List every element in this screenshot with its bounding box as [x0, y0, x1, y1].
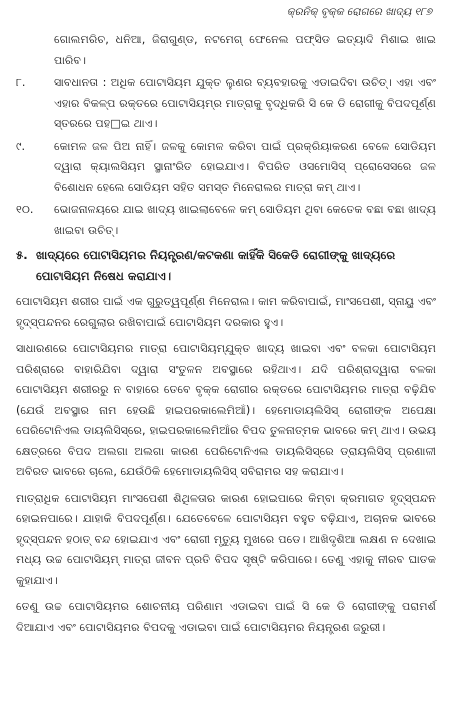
list-item [16, 137, 436, 199]
list-item [16, 73, 436, 135]
list-item-text: ଭୋଜନାଳୟରେ ଯାଇ ଖାଦ୍ୟ ଖାଇଲାବେଳେ କମ୍ ସୋଡିୟମ ଥିବା କେତେକ ବଛା ବଛା ଖାଦ୍ୟ ଖାଇବା ଉଚିତ୍। [54, 203, 436, 237]
page-body [16, 30, 436, 644]
paragraph: ପୋଟାସିୟମ ଶରୀର ପାଇଁ ଏକ ଗୁରୁତ୍ୱପୂର୍ଣ୍ଣ ମିନେରାଲ। କାମ କରିବାପାଇଁ, ମାଂସପେଶୀ, ସ୍ନାୟୁ ଏବଂ ହୃଦ୍‌ସ୍ପନ୍ଦନର ରେଗୁଲାର ରଖିବାପାଇଁ ପୋଟାସିୟମ ଦରକାର ହୁଏ। [16, 295, 436, 329]
section-heading [16, 245, 436, 286]
section-number: ୫. [16, 248, 28, 262]
section-title: ଖାଦ୍ୟରେ ପୋଟାସିୟମର ନିୟନ୍ତ୍ରଣ/କଟକଣା କାହିଁକି ସିକେଡି ରୋଗୀଙ୍କୁ ଖାଦ୍ୟରେ ପୋଟାସିୟମ ନିଷେଧ କରାଯାଏ। [36, 248, 396, 283]
section-body [16, 292, 436, 638]
paragraph: ସାଧାରଣରେ ପୋଟାସିୟମର ମାତ୍ରା ପୋଟାସିୟମ୍‌ଯୁକ୍ତ ଖାଦ୍ୟ ଖାଇବା ଏବଂ ବଳକା ପୋଟାସିୟମ ପରିଶ୍ରାରେ ବାହାରିଯିବା ଦ୍ୱାରା ସଂତୁଳନ ଅବସ୍ଥାରେ ରହିଥାଏ। ଯଦି ପରିଶ୍ରାଦ୍ୱାରା ବଳକା ପୋଟାସିୟମ ଶରୀରରୁ ନ ବାହାରେ ତେବେ ବୃକ୍କ ରୋଗୀର ରକ୍ତରେ ପୋଟାସିୟମର ମାତ୍ରା ବଢ଼ିଯିବ (ଯେଉଁ ଅବସ୍ଥାର ନାମ ହେଉଛି ହାଇପରକାଲେମିଆଁ)। ହେମୋଡାୟଲିସିସ୍ ରୋଗୀଙ୍କ ଅପେକ୍ଷା ପେରିଟୋନିଏଲ ଡାୟଲିସିସ୍‌ରେ, ହାଇପରକାଲେମିଆଁର ବିପଦ ତୁଳନାତ୍ମକ ଭାବରେ କମ୍ ଥାଏ। ଉଭୟ କ୍ଷେତ୍ରରେ ବିପଦ ଅଲଗା ଅଲଗା କାରଣ ପେରିଟୋନିଏଲ ଡାୟଲିସିସ୍‌ରେ ଡ୍ରାୟଲିସିସ୍ ପ୍ରଣାଳୀ ଅବିରତ ଭାବରେ ଚାଲେ, ଯେଉଁଠିକି ହେମୋଡାୟଲିସିସ୍ ସବିରାମର ସହ କରାଯାଏ। [16, 342, 436, 478]
paragraph: ମାତ୍ରାଧିକ ପୋଟାସିୟମ ମାଂସପେଶୀ ଶିଥିଳତାର କାରଣ ହୋଇପାରେ କିମ୍ବା କ୍ରମାଗତ ହୃଦ୍‌ସ୍ପନ୍ଦନ ହୋଇନପାରେ। ଯାହାକି ବିପଦପୂର୍ଣ୍ଣ। ଯେତେବେଳେ ପୋଟାସିୟମ ବହୁତ ବଢ଼ିଯାଏ, ଅଚାନକ ଭାବରେ ହୃଦ୍‌ସ୍ପନ୍ଦନ ହଠାତ୍ ବନ୍ଦ ହୋଇଯାଏ ଏବଂ ରୋଗୀ ମୃତ୍ୟୁ ମୁଖରେ ପଡେ। ଆଖିଦୃଶିଆ ଲକ୍ଷଣ ନ ଦେଖାଇ ମଧ୍ୟ ଉଚ୍ଚ ପୋଟାସିୟମ୍ ମାତ୍ରା ଜୀବନ ପ୍ରତି ବିପଦ ସୃଷ୍ଟି କରିପାରେ। ତେଣୁ ଏହାକୁ ନୀରବ ଘାତକ କୁହାଯାଏ। [16, 491, 437, 587]
running-header: କ୍ରନିକ୍ ବୃକ୍କ ରୋଗରେ ଖାଦ୍ୟ ୧୮୭ [286, 6, 432, 18]
intro-continuation: ଗୋଲମରିଚ, ଧନିଆ, ଜିରାଗୁଣ୍ଡ, ନଟମେଗ୍ ଫେନେଲ ପଫ୍‌ସିଡ ଇତ୍ୟାଦି ମିଶାଇ ଖାଇ ପାରିବ। [54, 33, 436, 67]
list-item-text: କୋମଳ ଜଳ ପିଅ ନାହିଁ। ଜଳକୁ କୋମଳ କରିବା ପାଇଁ ପ୍ରକ୍ରିୟାକରଣ ବେଳେ ସୋଡିୟମ ଦ୍ୱାରା କ୍ୟାଲସିୟମ ସ୍ଥାନାଂରିତ ହୋଇଯାଏ। ବିପରିତ ଓସମୋସିସ୍ ପ୍ରୋସେସରେ ଜଳ ବିଶୋଧନ ହେଲେ ସୋଡିୟମ ସହିତ ସମସ୍ତ ମିନେରାଲର ମାତ୍ରା କମ୍ ଥାଏ। [54, 139, 436, 194]
list-item-number: ୮. [16, 76, 26, 89]
list-item-number: ୯. [16, 139, 26, 153]
list-item-number: ୧୦. [16, 203, 34, 216]
list-item [16, 200, 436, 241]
list-item-text: ସାବଧାନତା : ଅଧିକ ପୋଟାସିୟମ ଯୁକ୍ତ ଲୁଣର ବ୍ୟବହାରକୁ ଏଡାଇଦିବା ଉଚିତ୍। ଏହା ଏବଂ ଏହାର ବିକଳ୍ପ ରକ୍ତରେ ପୋଟାସିୟମ୍‌ର ମାତ୍ରାକୁ ବୃଦ୍ଧିକରି ସି କେ ଡି ରୋଗୀକୁ ବିପଦପୂର୍ଣ୍ଣ ସ୍ତରରେ ପହ□ଇ ଥାଏ। [54, 76, 436, 130]
paragraph: ତେଣୁ ଉଚ୍ଚ ପୋଟାସିୟମର ଶୋଚନୀୟ ପରିଣାମ ଏଡାଇବା ପାଇଁ ସି କେ ଡି ରୋଗୀଙ୍କୁ ପରାମର୍ଶ ଦିଆଯାଏ ଏବଂ ପୋଟାସିୟମର ବିପଦକୁ ଏଡାଇବା ପାଇଁ ପୋଟାସିୟମର ନିୟନ୍ତ୍ରଣ ଜରୁରୀ। [16, 600, 436, 634]
